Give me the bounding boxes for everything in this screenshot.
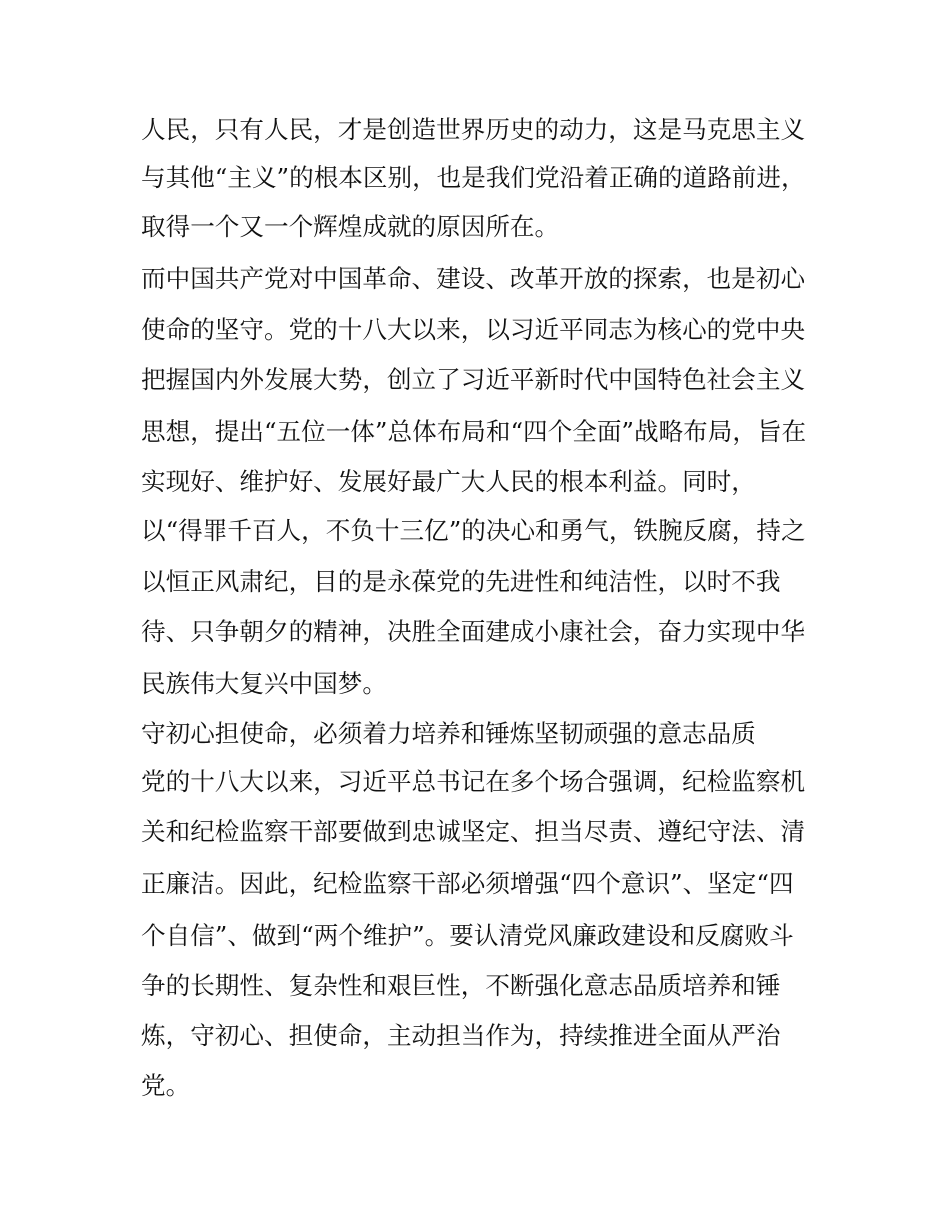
text-line: 人民，只有人民，才是创造世界历史的动力，这是马克思主义 <box>141 115 806 144</box>
text-line: 正廉洁。因此，纪检监察干部必须增强“四个意识”、坚定“四 <box>141 869 794 898</box>
text-line: 与其他“主义”的根本区别，也是我们党沿着正确的道路前进， <box>141 163 806 192</box>
text-line: 思想，提出“五位一体”总体布局和“四个全面”战略布局，旨在 <box>141 417 807 446</box>
text-line: 炼，守初心、担使命，主动担当作为，持续推进全面从严治 <box>141 1021 781 1050</box>
text-line: 党。 <box>141 1071 191 1100</box>
text-line: 争的长期性、复杂性和艰巨性，不断强化意志品质培养和锤 <box>141 971 781 1000</box>
text-line: 守初心担使命，必须着力培养和锤炼坚韧顽强的意志品质 <box>141 719 756 748</box>
text-line: 而中国共产党对中国革命、建设、改革开放的探索，也是初心 <box>141 264 806 293</box>
text-line: 取得一个又一个辉煌成就的原因所在。 <box>141 212 560 241</box>
text-line: 使命的坚守。党的十八大以来，以习近平同志为核心的党中央 <box>141 315 806 344</box>
text-line: 民族伟大复兴中国梦。 <box>141 669 387 698</box>
text-line: 实现好、维护好、发展好最广大人民的根本利益。同时， <box>141 467 756 496</box>
text-line: 关和纪检监察干部要做到忠诚坚定、担当尽责、遵纪守法、清 <box>141 817 806 846</box>
text-line: 把握国内外发展大势，创立了习近平新时代中国特色社会主义 <box>141 365 806 394</box>
text-line: 党的十八大以来，习近平总书记在多个场合强调，纪检监察机 <box>141 767 806 796</box>
text-line: 以“得罪千百人，不负十三亿”的决心和勇气，铁腕反腐，持之 <box>141 516 806 545</box>
text-line: 以恒正风肃纪，目的是永葆党的先进性和纯洁性，以时不我 <box>141 567 781 596</box>
text-line: 个自信”、做到“两个维护”。要认清党风廉政建设和反腐败斗 <box>141 921 794 950</box>
text-line: 待、只争朝夕的精神，决胜全面建成小康社会，奋力实现中华 <box>141 617 806 646</box>
